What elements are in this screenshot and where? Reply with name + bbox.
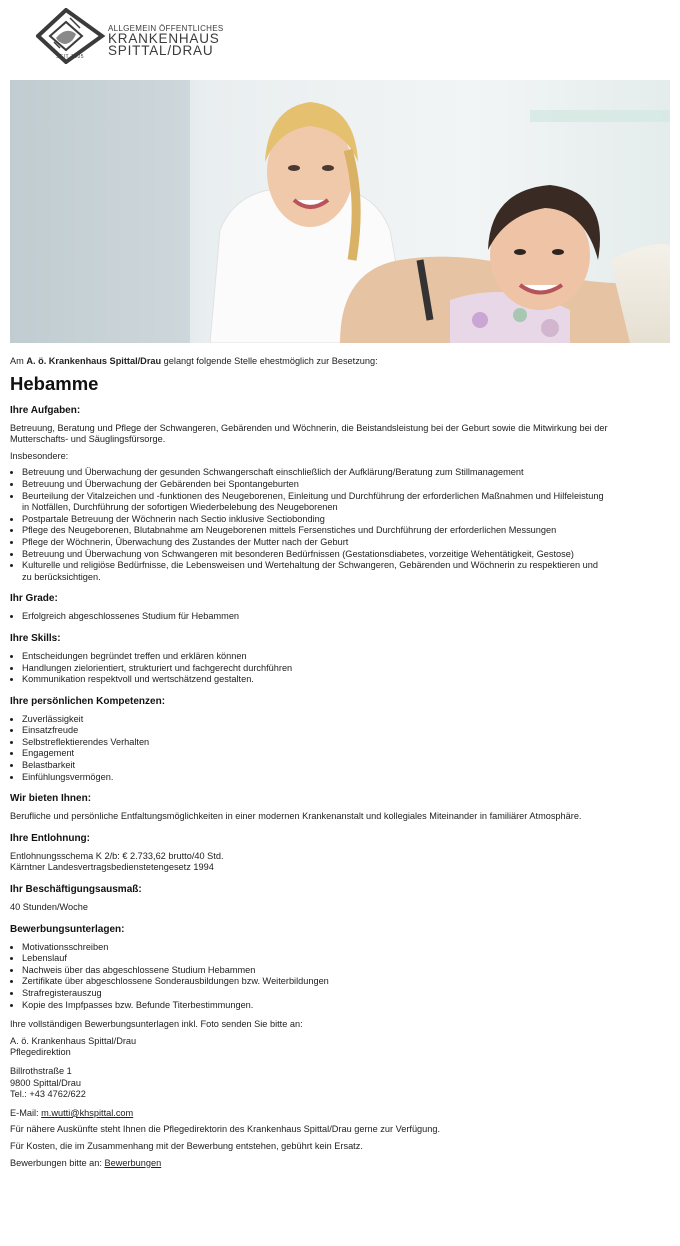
address-block xyxy=(10,1036,610,1059)
bieten-text: Berufliche und persönliche Entfaltungsmöglichkeiten in einer modernen Krankenanstalt und kollegiales Miteinander in familiärer Atmosphäre. xyxy=(10,811,582,822)
entlohnung-line-2: Kärntner Landesvertragsbedienstetengesetz 1994 xyxy=(10,862,214,873)
job-posting xyxy=(10,356,610,1174)
page-title: Hebamme xyxy=(10,372,99,394)
list-item: • Kulturelle und religiöse Bedürfnisse, die Lebensweisen und Wertehaltung der Schwangeren, Gebärenden und Wöchnerin zu respektieren und zu berücksichtigen. xyxy=(22,560,610,583)
logo-line-3: SPITTAL/DRAU xyxy=(108,43,214,58)
list-item: • Nachweis über das abgeschlossene Studium Hebammen xyxy=(22,965,610,977)
logo-line-2: KRANKENHAUS xyxy=(108,31,220,46)
unterlagen-list xyxy=(10,942,610,1012)
list-item: • Betreuung und Überwachung der Gebärenden bei Spontangeburten xyxy=(22,479,610,491)
list-item: • Einsatzfreude xyxy=(22,725,610,737)
aufgaben-heading: Ihre Aufgaben: xyxy=(10,404,81,416)
list-item: • Betreuung und Überwachung von Schwangeren mit besonderen Bedürfnissen (Gestationsdiabetes, vorzeitige Wehentätigkeit, Gestose) xyxy=(22,549,610,561)
list-item: • Kopie des Impfpasses bzw. Befunde Titerbestimmungen. xyxy=(22,1000,610,1012)
kompetenzen-heading: Ihre persönlichen Kompetenzen: xyxy=(10,695,166,707)
list-item: • Erfolgreich abgeschlossenes Studium für Hebammen xyxy=(22,611,610,623)
list-item: • Kommunikation respektvoll und wertschätzend gestalten. xyxy=(22,674,610,686)
list-item: • Postpartale Betreuung der Wöchnerin nach Sectio inklusive Sectiobonding xyxy=(22,514,610,526)
entlohnung-line-1: Entlohnungsschema K 2/b: € 2.733,62 brutto/40 Std. xyxy=(10,850,224,861)
ausmass-heading: Ihr Beschäftigungsausmaß: xyxy=(10,884,142,896)
list-item: • Beurteilung der Vitalzeichen und -funktionen des Neugeborenen, Einleitung und Durchführung der erforderlichen Maßnahmen und Hilfeleistung in Notfällen, Durchführung der sofortigen Wiederbelebung des Neugeborenen xyxy=(22,491,610,514)
skills-heading: Ihre Skills: xyxy=(10,632,61,644)
intro-hospital-name: A. ö. Krankenhaus Spittal/Drau xyxy=(26,356,162,366)
address-department: Pflegedirektion xyxy=(10,1047,71,1058)
bewerbungen-link[interactable]: Bewerbungen xyxy=(104,1157,162,1168)
list-item: • Selbstreflektierendes Verhalten xyxy=(22,737,610,749)
list-item: • Engagement xyxy=(22,748,610,760)
auskunft-text: Für nähere Auskünfte steht Ihnen die Pflegedirektorin des Krankenhaus Spittal/Drau gerne zur Verfügung. xyxy=(10,1124,441,1135)
kompetenzen-list xyxy=(10,714,610,784)
list-item: • Pflege der Wöchnerin, Überwachung des Zustandes der Mutter nach der Geburt xyxy=(22,537,610,549)
senden-text: Ihre vollständigen Bewerbungsunterlagen inkl. Foto senden Sie bitte an: xyxy=(10,1019,303,1030)
address-city: 9800 Spittal/Drau xyxy=(10,1077,81,1088)
list-item: • Einfühlungsvermögen. xyxy=(22,772,610,784)
midwife-photo xyxy=(10,80,670,343)
list-item: • Strafregisterauszug xyxy=(22,988,610,1000)
list-item: • Zertifikate über abgeschlossene Sonderausbildungen bzw. Weiterbildungen xyxy=(22,976,610,988)
entlohnung-heading: Ihre Entlohnung: xyxy=(10,832,90,844)
email-link[interactable]: m.wutti@khspittal.com xyxy=(41,1107,134,1118)
address-contact xyxy=(10,1066,610,1101)
aufgaben-text: Betreuung, Beratung und Pflege der Schwangeren, Gebärenden und Wöchnerin, die Beistandsleistung bei der Geburt sowie die Mitwirkung bei der Mutterschafts- und Säuglingsfürsorge. xyxy=(10,422,608,445)
list-item: • Zuverlässigkeit xyxy=(22,714,610,726)
address-phone: Tel.: +43 4762/622 xyxy=(10,1089,86,1100)
aufgaben-list xyxy=(10,467,610,583)
hospital-logo xyxy=(36,8,236,64)
list-item: • Pflege des Neugeborenen, Blutabnahme am Neugeborenen mittels Fersenstiches und Durchführung der erforderlichen Messungen xyxy=(22,525,610,537)
unterlagen-heading: Bewerbungsunterlagen: xyxy=(10,923,125,935)
kosten-text: Für Kosten, die im Zusammenhang mit der Bewerbung entstehen, gebührt kein Ersatz. xyxy=(10,1140,363,1151)
list-item: • Handlungen zielorientiert, strukturiert und fachgerecht durchführen xyxy=(22,663,610,675)
insbesondere-text: Insbesondere: xyxy=(10,450,69,461)
list-item: • Lebenslauf xyxy=(22,953,610,965)
list-item: • Motivationsschreiben xyxy=(22,942,610,954)
list-item: • Entscheidungen begründet treffen und erklären können xyxy=(22,651,610,663)
logo-seit-text: SEIT 1905 xyxy=(56,54,85,60)
hero-image xyxy=(10,80,670,343)
skills-list xyxy=(10,651,610,686)
ausmass-text: 40 Stunden/Woche xyxy=(10,902,88,913)
address-name: A. ö. Krankenhaus Spittal/Drau xyxy=(10,1035,137,1046)
bewerbungen-line: Bewerbungen bitte an: Bewerbungen xyxy=(10,1157,162,1168)
intro-text: Am A. ö. Krankenhaus Spittal/Drau gelangt folgende Stelle ehestmöglich zur Besetzung: xyxy=(10,356,378,366)
list-item: • Betreuung und Überwachung der gesunden Schwangerschaft einschließlich der Aufklärung/Beratung zum Stillmanagement xyxy=(22,467,610,479)
bieten-heading: Wir bieten Ihnen: xyxy=(10,793,92,805)
address-street: Billrothstraße 1 xyxy=(10,1065,72,1076)
grade-heading: Ihr Grade: xyxy=(10,593,58,605)
logo-line-1: ALLGEMEIN ÖFFENTLICHES xyxy=(108,24,224,33)
email-line: E-Mail: m.wutti@khspittal.com xyxy=(10,1107,134,1118)
grade-list xyxy=(10,611,610,623)
list-item: • Belastbarkeit xyxy=(22,760,610,772)
